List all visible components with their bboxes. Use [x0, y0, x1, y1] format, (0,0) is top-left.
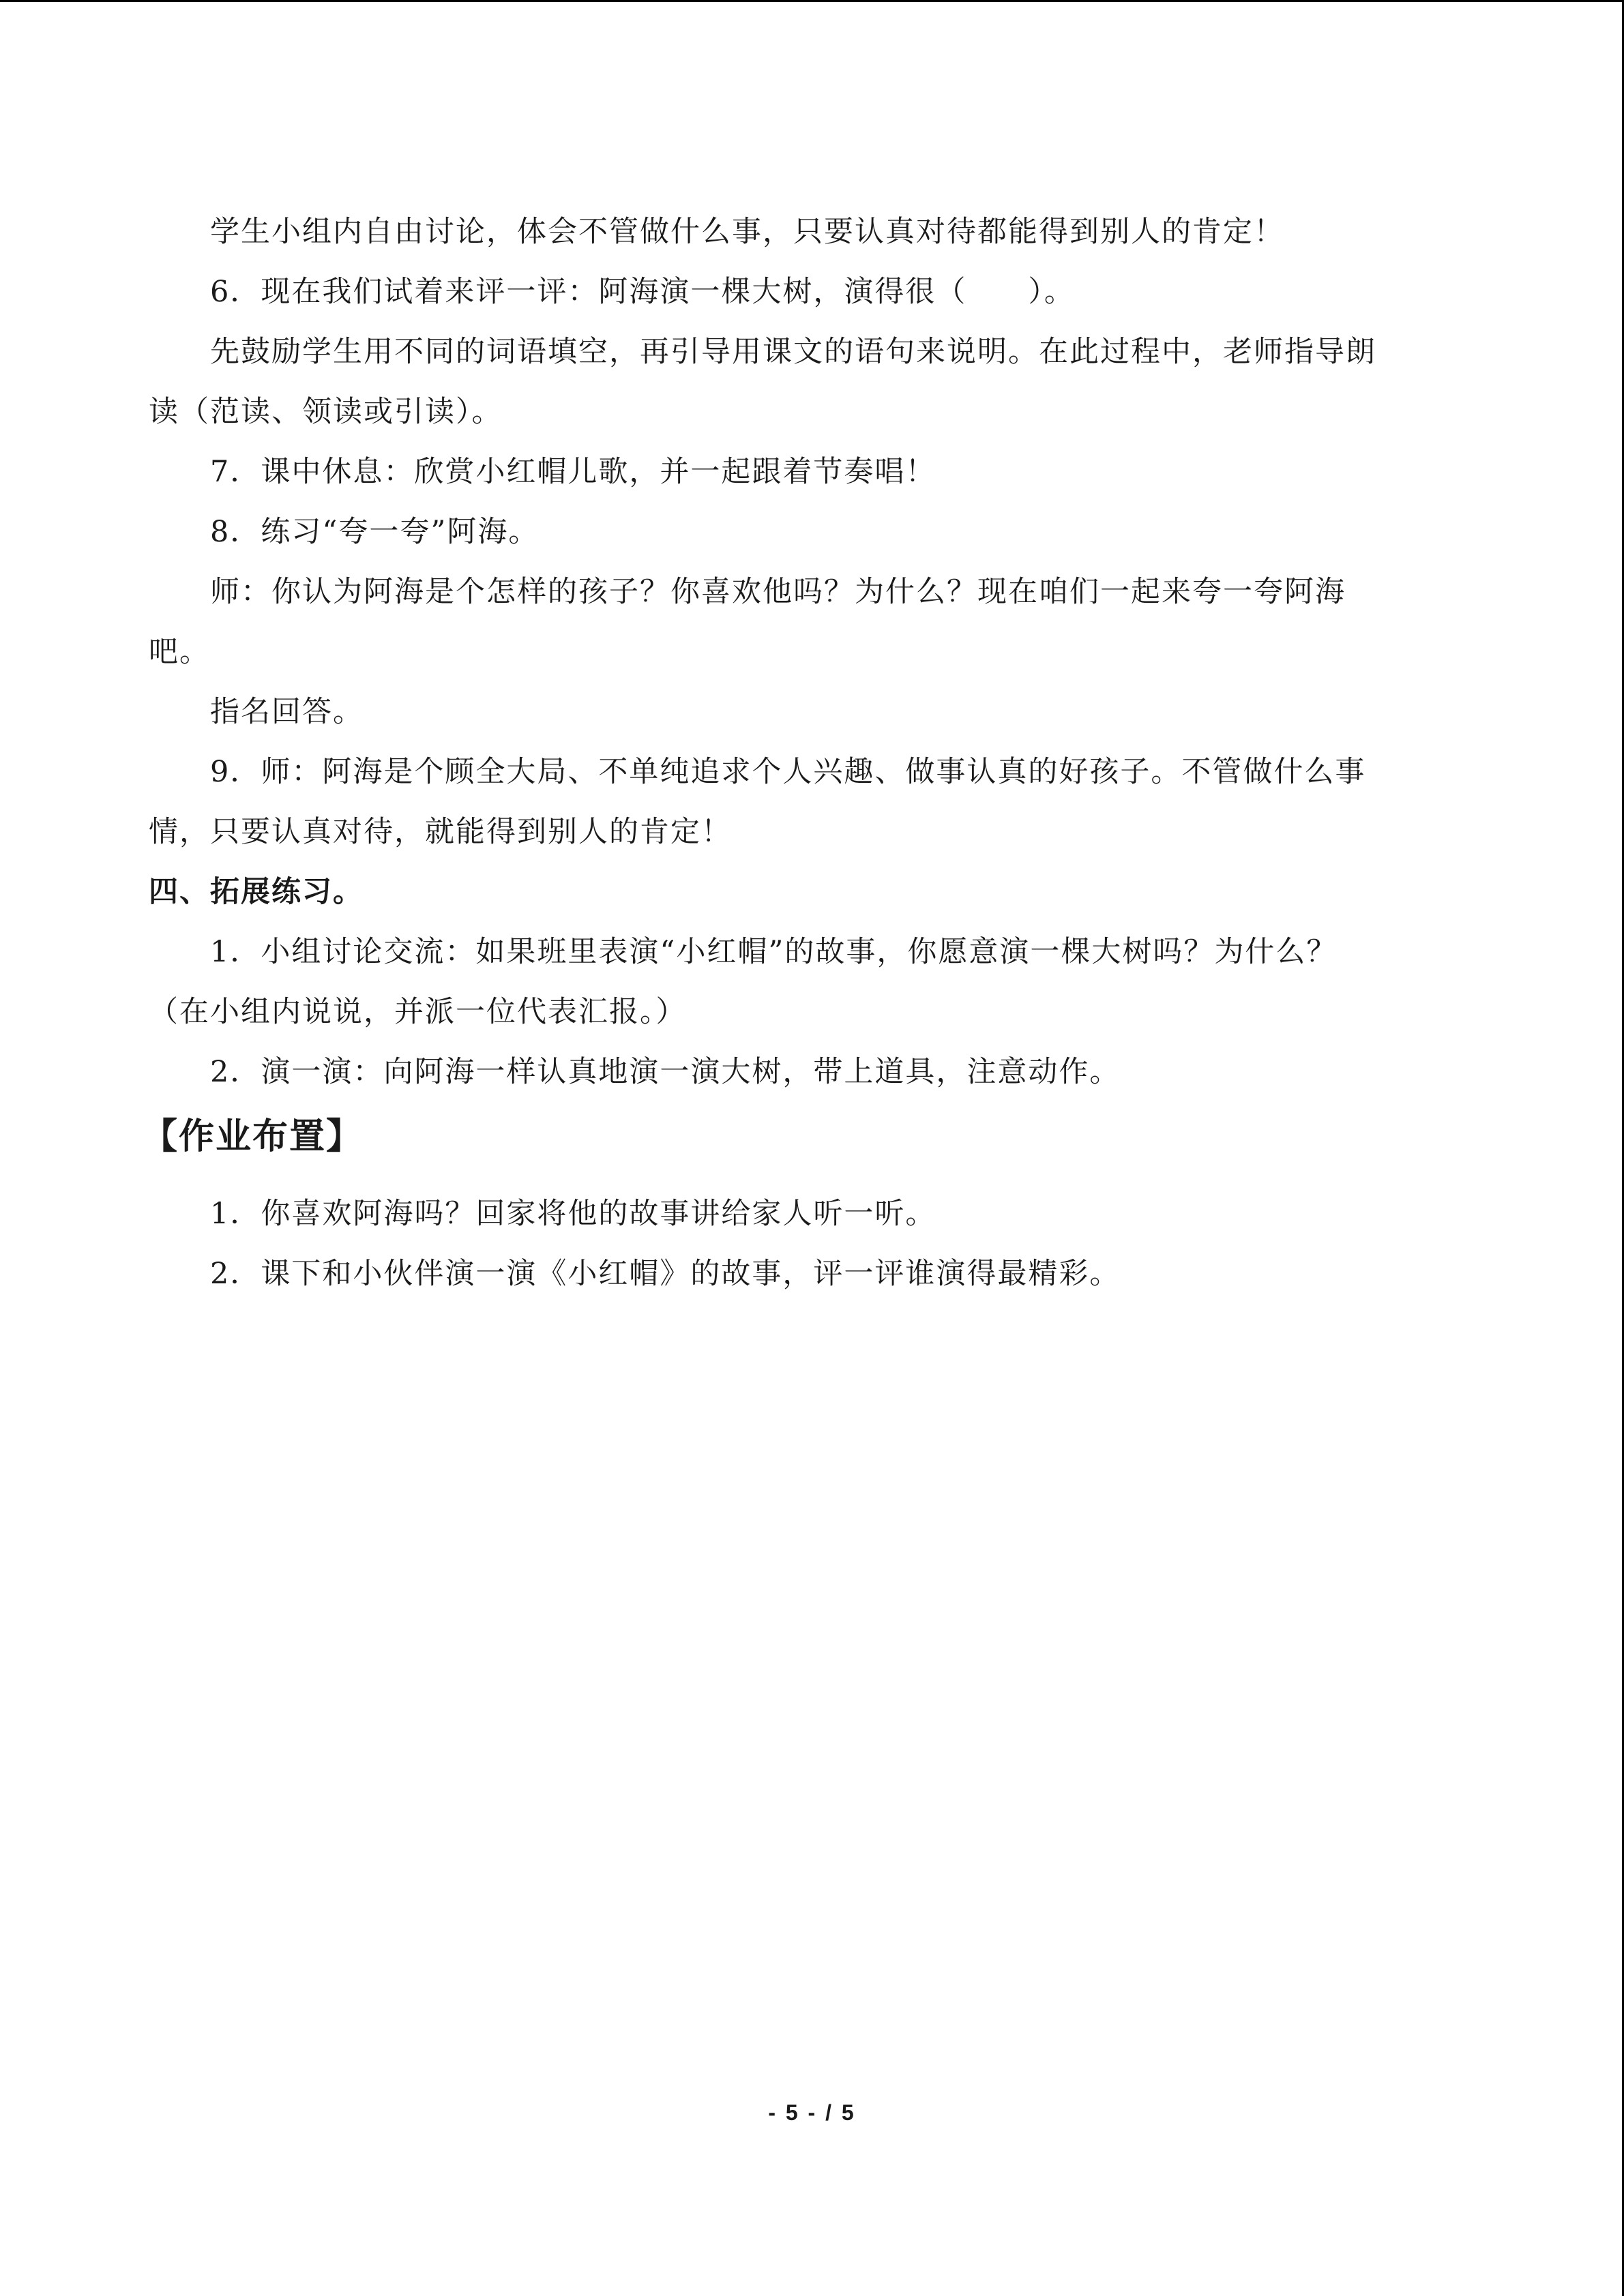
- paragraph-line: （在小组内说说，并派一位代表汇报。）: [149, 995, 687, 1029]
- paragraph-line: 6．现在我们试着来评一评：阿海演一棵大树，演得很（ ）。: [210, 275, 1075, 309]
- paragraph-line: 1．你喜欢阿海吗？回家将他的故事讲给家人听一听。: [210, 1197, 936, 1231]
- paragraph-line: 指名回答。: [210, 695, 364, 729]
- section-heading: 四、拓展练习。: [149, 875, 364, 909]
- paragraph-line: 8．练习“夸一夸”阿海。: [210, 515, 540, 549]
- paragraph-line: 2．课下和小伙伴演一演《小红帽》的故事，评一评谁演得最精彩。: [210, 1257, 1121, 1291]
- page-number: - 5 - / 5: [768, 2100, 856, 2125]
- paragraph-line: 先鼓励学生用不同的词语填空，再引导用课文的语句来说明。在此过程中，老师指导朗: [210, 335, 1376, 369]
- paragraph-line: 1．小组讨论交流：如果班里表演“小红帽”的故事，你愿意演一棵大树吗？为什么？: [210, 935, 1338, 969]
- paragraph-line: 7．课中休息：欣赏小红帽儿歌，并一起跟着节奏唱！: [210, 455, 936, 489]
- paragraph-line: 吧。: [149, 635, 210, 669]
- paragraph-line: 读（范读、领读或引读）。: [149, 395, 503, 429]
- paragraph-line: 9．师：阿海是个顾全大局、不单纯追求个人兴趣、做事认真的好孩子。不管做什么事: [210, 755, 1366, 789]
- paragraph-line: 学生小组内自由讨论，体会不管做什么事，只要认真对待都能得到别人的肯定！: [210, 215, 1284, 249]
- paragraph-line: 师：你认为阿海是个怎样的孩子？你喜欢他吗？为什么？现在咱们一起来夸一夸阿海: [210, 575, 1346, 609]
- homework-section-title: 【作业布置】: [142, 1116, 364, 1157]
- paragraph-line: 情，只要认真对待，就能得到别人的肯定！: [149, 815, 732, 849]
- paragraph-line: 2．演一演：向阿海一样认真地演一演大树，带上道具，注意动作。: [210, 1055, 1121, 1089]
- top-border-line: [0, 0, 1624, 2]
